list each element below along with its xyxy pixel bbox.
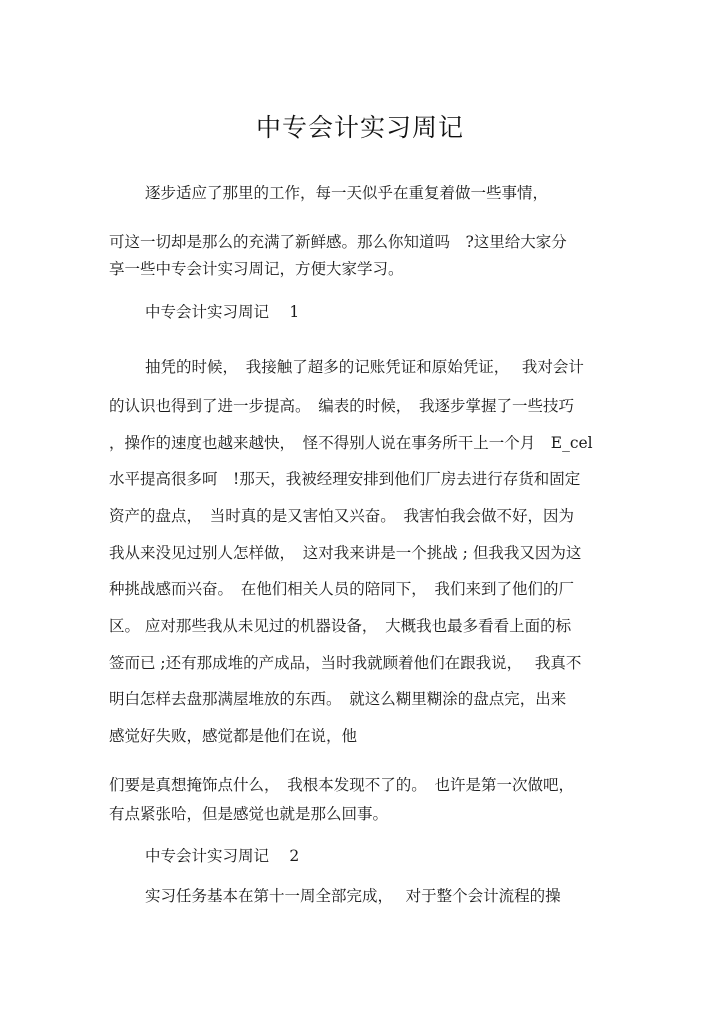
paragraph-line: 资产的盘点， 当时真的是又害怕又兴奋。 我害怕我会做不好，因为 (109, 507, 575, 525)
paragraph-line-intro-2: 可这一切却是那么的充满了新鲜感。那么你知道吗 ?这里给大家分 (109, 233, 567, 251)
document-title: 中专会计实习周记 (255, 113, 464, 142)
paragraph-line: 水平提高很多呵 !那天，我被经理安排到他们厂房去进行存货和固定 (109, 470, 581, 488)
section-heading-2: 中专会计实习周记 2 (145, 847, 300, 865)
paragraph-line: ，操作的速度也越来越快， 怪不得别人说在事务所干上一个月 E_cel (109, 434, 593, 452)
paragraph-line: 明白怎样去盘那满屋堆放的东西。 就这么糊里糊涂的盘点完，出来 (109, 690, 567, 708)
paragraph-line-intro-3: 享一些中专会计实习周记，方便大家学习。 (109, 260, 404, 278)
paragraph-line: 实习任务基本在第十一周全部完成， 对于整个会计流程的操 (145, 887, 561, 905)
section-heading-1: 中专会计实习周记 1 (145, 303, 300, 321)
paragraph-line: 抽凭的时候， 我接触了超多的记账凭证和原始凭证， 我对会计 (145, 358, 584, 376)
paragraph-line: 感觉好失败，感觉都是他们在说，他 (109, 727, 358, 745)
paragraph-line: 们要是真想掩饰点什么， 我根本发现不了的。 也许是第一次做吧， (109, 776, 575, 794)
paragraph-line: 我从来没见过别人怎样做， 这对我来讲是一个挑战 ; 但我我又因为这 (109, 544, 582, 562)
paragraph-line: 签而已 ;还有那成堆的产成品，当时我就顾着他们在跟我说， 我真不 (109, 654, 582, 672)
paragraph-line: 的认识也得到了进一步提高。 编表的时候， 我逐步掌握了一些技巧 (109, 397, 575, 415)
paragraph-line: 有点紧张哈，但是感觉也就是那么回事。 (109, 805, 389, 823)
paragraph-line: 种挑战感而兴奋。 在他们相关人员的陪同下， 我们来到了他们的厂 (109, 580, 575, 598)
paragraph-line-intro-1: 逐步适应了那里的工作，每一天似乎在重复着做一些事情， (145, 184, 549, 202)
paragraph-line: 区。 应对那些我从未见过的机器设备， 大概我也最多看看上面的标 (109, 617, 572, 635)
